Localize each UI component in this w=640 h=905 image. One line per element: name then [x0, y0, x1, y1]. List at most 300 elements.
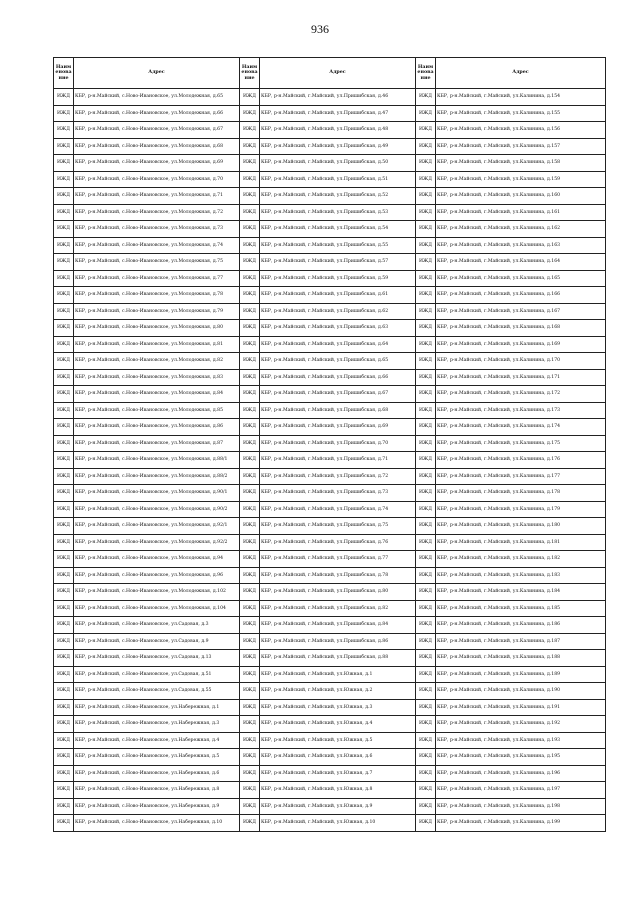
cell-type-2: ИЖД — [240, 270, 260, 287]
cell-address-1: КБР, р-н.Майский, с.Ново-Ивановское, ул.Молодежная, д.104 — [74, 600, 240, 617]
cell-type-3: ИЖД — [416, 155, 436, 172]
cell-address-2: КБР, р-н.Майский, г.Майский, ул.Южная, д.5 — [260, 732, 416, 749]
cell-address-3: КБР, р-н.Майский, г.Майский, ул.Калинина, д.166 — [436, 287, 606, 304]
cell-address-1: КБР, р-н.Майский, с.Ново-Ивановское, ул.Молодежная, д.84 — [74, 386, 240, 403]
cell-type-2: ИЖД — [240, 699, 260, 716]
cell-type-2: ИЖД — [240, 732, 260, 749]
cell-type-2: ИЖД — [240, 287, 260, 304]
table-row — [54, 452, 606, 469]
cell-type-1: ИЖД — [54, 287, 74, 304]
cell-address-3: КБР, р-н.Майский, г.Майский, ул.Калинина, д.159 — [436, 171, 606, 188]
cell-address-1: КБР, р-н.Майский, с.Ново-Ивановское, ул.Набережная, д.9 — [74, 798, 240, 815]
cell-type-1: ИЖД — [54, 584, 74, 601]
cell-type-3: ИЖД — [416, 435, 436, 452]
cell-type-3: ИЖД — [416, 534, 436, 551]
cell-address-2: КБР, р-н.Майский, г.Майский, ул.Пришибская, д.77 — [260, 551, 416, 568]
table-row — [54, 468, 606, 485]
cell-address-3: КБР, р-н.Майский, г.Майский, ул.Калинина, д.181 — [436, 534, 606, 551]
cell-address-1: КБР, р-н.Майский, с.Ново-Ивановское, ул.Молодежная, д.65 — [74, 89, 240, 106]
header-address-3: Адрес — [436, 58, 606, 89]
cell-type-1: ИЖД — [54, 204, 74, 221]
table-row — [54, 798, 606, 815]
cell-address-2: КБР, р-н.Майский, г.Майский, ул.Пришибская, д.67 — [260, 386, 416, 403]
cell-type-2: ИЖД — [240, 237, 260, 254]
table-row — [54, 138, 606, 155]
cell-type-3: ИЖД — [416, 666, 436, 683]
cell-type-1: ИЖД — [54, 336, 74, 353]
cell-type-3: ИЖД — [416, 699, 436, 716]
cell-address-2: КБР, р-н.Майский, г.Майский, ул.Пришибская, д.63 — [260, 320, 416, 337]
table-row — [54, 782, 606, 799]
cell-address-1: КБР, р-н.Майский, с.Ново-Ивановское, ул.Молодежная, д.87 — [74, 435, 240, 452]
cell-address-1: КБР, р-н.Майский, с.Ново-Ивановское, ул.Молодежная, д.67 — [74, 122, 240, 139]
table-row — [54, 155, 606, 172]
cell-address-1: КБР, р-н.Майский, с.Ново-Ивановское, ул.Садовая, д.55 — [74, 683, 240, 700]
cell-address-3: КБР, р-н.Майский, г.Майский, ул.Калинина, д.189 — [436, 666, 606, 683]
cell-type-2: ИЖД — [240, 666, 260, 683]
cell-address-1: КБР, р-н.Майский, с.Ново-Ивановское, ул.Молодежная, д.77 — [74, 270, 240, 287]
cell-address-1: КБР, р-н.Майский, с.Ново-Ивановское, ул.Молодежная, д.72 — [74, 204, 240, 221]
table-row — [54, 551, 606, 568]
header-type-3: Наим енова ние — [416, 58, 436, 89]
cell-type-1: ИЖД — [54, 782, 74, 799]
table-row — [54, 699, 606, 716]
cell-type-3: ИЖД — [416, 633, 436, 650]
cell-type-3: ИЖД — [416, 815, 436, 832]
cell-type-1: ИЖД — [54, 699, 74, 716]
cell-address-2: КБР, р-н.Майский, г.Майский, ул.Южная, д.9 — [260, 798, 416, 815]
cell-type-3: ИЖД — [416, 716, 436, 733]
table-row — [54, 683, 606, 700]
cell-address-3: КБР, р-н.Майский, г.Майский, ул.Калинина, д.161 — [436, 204, 606, 221]
cell-type-3: ИЖД — [416, 782, 436, 799]
cell-type-1: ИЖД — [54, 666, 74, 683]
cell-address-1: КБР, р-н.Майский, с.Ново-Ивановское, ул.Набережная, д.8 — [74, 782, 240, 799]
cell-type-2: ИЖД — [240, 155, 260, 172]
cell-type-1: ИЖД — [54, 155, 74, 172]
cell-address-1: КБР, р-н.Майский, с.Ново-Ивановское, ул.Молодежная, д.86 — [74, 419, 240, 436]
cell-address-3: КБР, р-н.Майский, г.Майский, ул.Калинина, д.186 — [436, 617, 606, 634]
cell-type-3: ИЖД — [416, 303, 436, 320]
cell-type-1: ИЖД — [54, 419, 74, 436]
cell-type-3: ИЖД — [416, 204, 436, 221]
cell-type-2: ИЖД — [240, 402, 260, 419]
cell-type-1: ИЖД — [54, 353, 74, 370]
header-address-2: Адрес — [260, 58, 416, 89]
cell-type-2: ИЖД — [240, 386, 260, 403]
table-row — [54, 716, 606, 733]
cell-address-1: КБР, р-н.Майский, с.Ново-Ивановское, ул.Молодежная, д.92/1 — [74, 518, 240, 535]
cell-address-2: КБР, р-н.Майский, г.Майский, ул.Пришибская, д.82 — [260, 600, 416, 617]
cell-address-3: КБР, р-н.Майский, г.Майский, ул.Калинина, д.167 — [436, 303, 606, 320]
cell-address-2: КБР, р-н.Майский, г.Майский, ул.Пришибская, д.55 — [260, 237, 416, 254]
cell-address-3: КБР, р-н.Майский, г.Майский, ул.Калинина, д.164 — [436, 254, 606, 271]
cell-address-3: КБР, р-н.Майский, г.Майский, ул.Калинина, д.154 — [436, 89, 606, 106]
cell-address-3: КБР, р-н.Майский, г.Майский, ул.Калинина, д.195 — [436, 749, 606, 766]
table-row — [54, 386, 606, 403]
cell-address-3: КБР, р-н.Майский, г.Майский, ул.Калинина, д.190 — [436, 683, 606, 700]
cell-address-2: КБР, р-н.Майский, г.Майский, ул.Пришибская, д.47 — [260, 105, 416, 122]
cell-type-1: ИЖД — [54, 633, 74, 650]
table-header-row — [54, 58, 606, 89]
cell-type-2: ИЖД — [240, 600, 260, 617]
cell-address-2: КБР, р-н.Майский, г.Майский, ул.Пришибская, д.78 — [260, 567, 416, 584]
cell-type-3: ИЖД — [416, 105, 436, 122]
cell-type-3: ИЖД — [416, 336, 436, 353]
cell-address-3: КБР, р-н.Майский, г.Майский, ул.Калинина, д.165 — [436, 270, 606, 287]
cell-type-2: ИЖД — [240, 501, 260, 518]
cell-type-2: ИЖД — [240, 584, 260, 601]
cell-type-3: ИЖД — [416, 171, 436, 188]
cell-type-3: ИЖД — [416, 452, 436, 469]
cell-address-2: КБР, р-н.Майский, г.Майский, ул.Пришибская, д.61 — [260, 287, 416, 304]
cell-type-1: ИЖД — [54, 518, 74, 535]
cell-address-2: КБР, р-н.Майский, г.Майский, ул.Пришибская, д.51 — [260, 171, 416, 188]
cell-type-1: ИЖД — [54, 320, 74, 337]
table-row — [54, 584, 606, 601]
table-row — [54, 303, 606, 320]
cell-type-2: ИЖД — [240, 435, 260, 452]
cell-address-2: КБР, р-н.Майский, г.Майский, ул.Пришибская, д.57 — [260, 254, 416, 271]
table-row — [54, 419, 606, 436]
cell-type-1: ИЖД — [54, 452, 74, 469]
cell-type-1: ИЖД — [54, 683, 74, 700]
cell-type-3: ИЖД — [416, 567, 436, 584]
cell-type-1: ИЖД — [54, 171, 74, 188]
cell-address-1: КБР, р-н.Майский, с.Ново-Ивановское, ул.Молодежная, д.88/2 — [74, 468, 240, 485]
cell-address-3: КБР, р-н.Майский, г.Майский, ул.Калинина, д.185 — [436, 600, 606, 617]
cell-address-1: КБР, р-н.Майский, с.Ново-Ивановское, ул.Садовая, д.9 — [74, 633, 240, 650]
table-row — [54, 501, 606, 518]
cell-address-1: КБР, р-н.Майский, с.Ново-Ивановское, ул.Молодежная, д.74 — [74, 237, 240, 254]
cell-address-2: КБР, р-н.Майский, г.Майский, ул.Пришибская, д.49 — [260, 138, 416, 155]
table-row — [54, 254, 606, 271]
cell-address-1: КБР, р-н.Майский, с.Ново-Ивановское, ул.Молодежная, д.85 — [74, 402, 240, 419]
table-row — [54, 600, 606, 617]
cell-address-1: КБР, р-н.Майский, с.Ново-Ивановское, ул.Молодежная, д.102 — [74, 584, 240, 601]
cell-address-3: КБР, р-н.Майский, г.Майский, ул.Калинина, д.191 — [436, 699, 606, 716]
cell-address-2: КБР, р-н.Майский, г.Майский, ул.Пришибская, д.74 — [260, 501, 416, 518]
cell-type-2: ИЖД — [240, 221, 260, 238]
cell-address-1: КБР, р-н.Майский, с.Ново-Ивановское, ул.Набережная, д.5 — [74, 749, 240, 766]
cell-type-3: ИЖД — [416, 353, 436, 370]
cell-address-3: КБР, р-н.Майский, г.Майский, ул.Калинина, д.199 — [436, 815, 606, 832]
cell-address-3: КБР, р-н.Майский, г.Майский, ул.Калинина, д.183 — [436, 567, 606, 584]
cell-type-2: ИЖД — [240, 617, 260, 634]
cell-address-2: КБР, р-н.Майский, г.Майский, ул.Пришибская, д.59 — [260, 270, 416, 287]
table-row — [54, 435, 606, 452]
cell-type-1: ИЖД — [54, 303, 74, 320]
cell-type-3: ИЖД — [416, 485, 436, 502]
cell-type-3: ИЖД — [416, 683, 436, 700]
cell-address-2: КБР, р-н.Майский, г.Майский, ул.Пришибская, д.46 — [260, 89, 416, 106]
cell-address-3: КБР, р-н.Майский, г.Майский, ул.Калинина, д.175 — [436, 435, 606, 452]
cell-address-3: КБР, р-н.Майский, г.Майский, ул.Калинина, д.169 — [436, 336, 606, 353]
table-row — [54, 237, 606, 254]
cell-type-1: ИЖД — [54, 534, 74, 551]
cell-type-2: ИЖД — [240, 765, 260, 782]
table-row — [54, 221, 606, 238]
cell-type-1: ИЖД — [54, 105, 74, 122]
cell-address-2: КБР, р-н.Майский, г.Майский, ул.Пришибская, д.65 — [260, 353, 416, 370]
cell-address-2: КБР, р-н.Майский, г.Майский, ул.Пришибская, д.50 — [260, 155, 416, 172]
table-row — [54, 270, 606, 287]
cell-address-3: КБР, р-н.Майский, г.Майский, ул.Калинина, д.174 — [436, 419, 606, 436]
table-row — [54, 633, 606, 650]
cell-type-2: ИЖД — [240, 320, 260, 337]
cell-address-2: КБР, р-н.Майский, г.Майский, ул.Пришибская, д.69 — [260, 419, 416, 436]
table-row — [54, 650, 606, 667]
cell-address-2: КБР, р-н.Майский, г.Майский, ул.Пришибская, д.70 — [260, 435, 416, 452]
cell-type-2: ИЖД — [240, 303, 260, 320]
cell-type-2: ИЖД — [240, 171, 260, 188]
cell-type-1: ИЖД — [54, 617, 74, 634]
cell-type-3: ИЖД — [416, 254, 436, 271]
cell-address-1: КБР, р-н.Майский, с.Ново-Ивановское, ул.Набережная, д.10 — [74, 815, 240, 832]
cell-type-1: ИЖД — [54, 468, 74, 485]
cell-address-1: КБР, р-н.Майский, с.Ново-Ивановское, ул.Молодежная, д.69 — [74, 155, 240, 172]
cell-address-3: КБР, р-н.Майский, г.Майский, ул.Калинина, д.177 — [436, 468, 606, 485]
cell-address-3: КБР, р-н.Майский, г.Майский, ул.Калинина, д.173 — [436, 402, 606, 419]
address-registry-table — [53, 57, 606, 832]
cell-type-3: ИЖД — [416, 584, 436, 601]
cell-type-2: ИЖД — [240, 650, 260, 667]
cell-type-1: ИЖД — [54, 138, 74, 155]
table-row — [54, 320, 606, 337]
cell-type-1: ИЖД — [54, 567, 74, 584]
cell-type-3: ИЖД — [416, 551, 436, 568]
cell-type-1: ИЖД — [54, 650, 74, 667]
cell-type-2: ИЖД — [240, 716, 260, 733]
cell-address-2: КБР, р-н.Майский, г.Майский, ул.Пришибская, д.66 — [260, 369, 416, 386]
table-row — [54, 749, 606, 766]
cell-type-3: ИЖД — [416, 237, 436, 254]
cell-address-3: КБР, р-н.Майский, г.Майский, ул.Калинина, д.171 — [436, 369, 606, 386]
cell-type-3: ИЖД — [416, 518, 436, 535]
cell-address-1: КБР, р-н.Майский, с.Ново-Ивановское, ул.Набережная, д.6 — [74, 765, 240, 782]
table-row — [54, 89, 606, 106]
cell-type-3: ИЖД — [416, 798, 436, 815]
cell-address-2: КБР, р-н.Майский, г.Майский, ул.Южная, д.10 — [260, 815, 416, 832]
cell-type-1: ИЖД — [54, 716, 74, 733]
cell-address-2: КБР, р-н.Майский, г.Майский, ул.Пришибская, д.84 — [260, 617, 416, 634]
cell-type-1: ИЖД — [54, 600, 74, 617]
cell-type-2: ИЖД — [240, 815, 260, 832]
cell-type-2: ИЖД — [240, 633, 260, 650]
cell-address-3: КБР, р-н.Майский, г.Майский, ул.Калинина, д.198 — [436, 798, 606, 815]
cell-address-3: КБР, р-н.Майский, г.Майский, ул.Калинина, д.193 — [436, 732, 606, 749]
cell-type-2: ИЖД — [240, 419, 260, 436]
table-row — [54, 518, 606, 535]
cell-address-3: КБР, р-н.Майский, г.Майский, ул.Калинина, д.178 — [436, 485, 606, 502]
cell-address-2: КБР, р-н.Майский, г.Майский, ул.Пришибская, д.72 — [260, 468, 416, 485]
page-number: 936 — [311, 22, 329, 36]
cell-address-2: КБР, р-н.Майский, г.Майский, ул.Пришибская, д.73 — [260, 485, 416, 502]
cell-type-2: ИЖД — [240, 749, 260, 766]
cell-address-1: КБР, р-н.Майский, с.Ново-Ивановское, ул.Молодежная, д.94 — [74, 551, 240, 568]
cell-address-1: КБР, р-н.Майский, с.Ново-Ивановское, ул.Молодежная, д.88/1 — [74, 452, 240, 469]
cell-address-1: КБР, р-н.Майский, с.Ново-Ивановское, ул.Садовая, д.51 — [74, 666, 240, 683]
table-row — [54, 204, 606, 221]
cell-type-2: ИЖД — [240, 336, 260, 353]
cell-address-3: КБР, р-н.Майский, г.Майский, ул.Калинина, д.182 — [436, 551, 606, 568]
cell-type-3: ИЖД — [416, 600, 436, 617]
cell-type-2: ИЖД — [240, 369, 260, 386]
table-row — [54, 617, 606, 634]
cell-type-3: ИЖД — [416, 270, 436, 287]
cell-type-3: ИЖД — [416, 650, 436, 667]
cell-address-1: КБР, р-н.Майский, с.Ново-Ивановское, ул.Набережная, д.3 — [74, 716, 240, 733]
cell-address-2: КБР, р-н.Майский, г.Майский, ул.Пришибская, д.53 — [260, 204, 416, 221]
table-row — [54, 666, 606, 683]
cell-type-1: ИЖД — [54, 435, 74, 452]
cell-address-1: КБР, р-н.Майский, с.Ново-Ивановское, ул.Молодежная, д.83 — [74, 369, 240, 386]
cell-address-1: КБР, р-н.Майский, с.Ново-Ивановское, ул.Молодежная, д.73 — [74, 221, 240, 238]
cell-address-2: КБР, р-н.Майский, г.Майский, ул.Пришибская, д.75 — [260, 518, 416, 535]
cell-address-1: КБР, р-н.Майский, с.Ново-Ивановское, ул.Молодежная, д.79 — [74, 303, 240, 320]
cell-type-2: ИЖД — [240, 89, 260, 106]
cell-address-3: КБР, р-н.Майский, г.Майский, ул.Калинина, д.155 — [436, 105, 606, 122]
table-row — [54, 105, 606, 122]
cell-type-1: ИЖД — [54, 237, 74, 254]
cell-address-2: КБР, р-н.Майский, г.Майский, ул.Пришибская, д.80 — [260, 584, 416, 601]
cell-address-1: КБР, р-н.Майский, с.Ново-Ивановское, ул.Молодежная, д.78 — [74, 287, 240, 304]
cell-type-1: ИЖД — [54, 254, 74, 271]
cell-address-2: КБР, р-н.Майский, г.Майский, ул.Пришибская, д.48 — [260, 122, 416, 139]
table-row — [54, 122, 606, 139]
cell-address-3: КБР, р-н.Майский, г.Майский, ул.Калинина, д.188 — [436, 650, 606, 667]
cell-type-3: ИЖД — [416, 402, 436, 419]
cell-type-1: ИЖД — [54, 765, 74, 782]
cell-type-2: ИЖД — [240, 534, 260, 551]
cell-type-3: ИЖД — [416, 138, 436, 155]
table-row — [54, 732, 606, 749]
cell-address-3: КБР, р-н.Майский, г.Майский, ул.Калинина, д.162 — [436, 221, 606, 238]
cell-type-3: ИЖД — [416, 221, 436, 238]
cell-type-2: ИЖД — [240, 567, 260, 584]
cell-type-2: ИЖД — [240, 468, 260, 485]
cell-type-1: ИЖД — [54, 122, 74, 139]
cell-type-3: ИЖД — [416, 617, 436, 634]
cell-address-1: КБР, р-н.Майский, с.Ново-Ивановское, ул.Молодежная, д.92/2 — [74, 534, 240, 551]
cell-type-3: ИЖД — [416, 369, 436, 386]
cell-type-1: ИЖД — [54, 386, 74, 403]
cell-type-2: ИЖД — [240, 122, 260, 139]
cell-address-1: КБР, р-н.Майский, с.Ново-Ивановское, ул.Молодежная, д.75 — [74, 254, 240, 271]
cell-address-3: КБР, р-н.Майский, г.Майский, ул.Калинина, д.192 — [436, 716, 606, 733]
cell-address-1: КБР, р-н.Майский, с.Ново-Ивановское, ул.Молодежная, д.71 — [74, 188, 240, 205]
cell-address-1: КБР, р-н.Майский, с.Ново-Ивановское, ул.Молодежная, д.70 — [74, 171, 240, 188]
cell-address-2: КБР, р-н.Майский, г.Майский, ул.Пришибская, д.62 — [260, 303, 416, 320]
cell-address-2: КБР, р-н.Майский, г.Майский, ул.Пришибская, д.68 — [260, 402, 416, 419]
cell-type-1: ИЖД — [54, 815, 74, 832]
table-row — [54, 171, 606, 188]
cell-address-3: КБР, р-н.Майский, г.Майский, ул.Калинина, д.180 — [436, 518, 606, 535]
cell-type-1: ИЖД — [54, 188, 74, 205]
header-address-1: Адрес — [74, 58, 240, 89]
cell-type-3: ИЖД — [416, 419, 436, 436]
cell-type-1: ИЖД — [54, 270, 74, 287]
cell-address-3: КБР, р-н.Майский, г.Майский, ул.Калинина, д.179 — [436, 501, 606, 518]
cell-address-1: КБР, р-н.Майский, с.Ново-Ивановское, ул.Набережная, д.1 — [74, 699, 240, 716]
cell-address-1: КБР, р-н.Майский, с.Ново-Ивановское, ул.Молодежная, д.80 — [74, 320, 240, 337]
table-row — [54, 765, 606, 782]
cell-address-3: КБР, р-н.Майский, г.Майский, ул.Калинина, д.176 — [436, 452, 606, 469]
cell-type-2: ИЖД — [240, 353, 260, 370]
cell-type-3: ИЖД — [416, 732, 436, 749]
cell-type-1: ИЖД — [54, 369, 74, 386]
cell-address-3: КБР, р-н.Майский, г.Майский, ул.Калинина, д.184 — [436, 584, 606, 601]
cell-address-3: КБР, р-н.Майский, г.Майский, ул.Калинина, д.197 — [436, 782, 606, 799]
cell-type-3: ИЖД — [416, 89, 436, 106]
cell-type-2: ИЖД — [240, 188, 260, 205]
cell-address-2: КБР, р-н.Майский, г.Майский, ул.Южная, д.7 — [260, 765, 416, 782]
cell-type-2: ИЖД — [240, 204, 260, 221]
cell-address-2: КБР, р-н.Майский, г.Майский, ул.Пришибская, д.71 — [260, 452, 416, 469]
cell-type-3: ИЖД — [416, 287, 436, 304]
cell-address-2: КБР, р-н.Майский, г.Майский, ул.Южная, д.3 — [260, 699, 416, 716]
table-row — [54, 353, 606, 370]
header-type-2: Наим енова ние — [240, 58, 260, 89]
table-row — [54, 815, 606, 832]
cell-type-1: ИЖД — [54, 89, 74, 106]
cell-address-3: КБР, р-н.Майский, г.Майский, ул.Калинина, д.158 — [436, 155, 606, 172]
cell-type-2: ИЖД — [240, 138, 260, 155]
cell-address-3: КБР, р-н.Майский, г.Майский, ул.Калинина, д.160 — [436, 188, 606, 205]
cell-address-1: КБР, р-н.Майский, с.Ново-Ивановское, ул.Молодежная, д.90/1 — [74, 485, 240, 502]
cell-address-2: КБР, р-н.Майский, г.Майский, ул.Пришибская, д.88 — [260, 650, 416, 667]
cell-address-2: КБР, р-н.Майский, г.Майский, ул.Пришибская, д.64 — [260, 336, 416, 353]
cell-type-3: ИЖД — [416, 749, 436, 766]
table-row — [54, 402, 606, 419]
cell-address-2: КБР, р-н.Майский, г.Майский, ул.Пришибская, д.54 — [260, 221, 416, 238]
cell-type-2: ИЖД — [240, 782, 260, 799]
cell-address-2: КБР, р-н.Майский, г.Майский, ул.Южная, д.4 — [260, 716, 416, 733]
cell-address-1: КБР, р-н.Майский, с.Ново-Ивановское, ул.Молодежная, д.82 — [74, 353, 240, 370]
table-row — [54, 369, 606, 386]
cell-address-2: КБР, р-н.Майский, г.Майский, ул.Южная, д.8 — [260, 782, 416, 799]
cell-address-1: КБР, р-н.Майский, с.Ново-Ивановское, ул.Садовая, д.3 — [74, 617, 240, 634]
cell-type-3: ИЖД — [416, 468, 436, 485]
cell-type-1: ИЖД — [54, 501, 74, 518]
cell-type-1: ИЖД — [54, 732, 74, 749]
cell-address-1: КБР, р-н.Майский, с.Ново-Ивановское, ул.Молодежная, д.66 — [74, 105, 240, 122]
cell-type-3: ИЖД — [416, 188, 436, 205]
cell-type-3: ИЖД — [416, 320, 436, 337]
cell-address-2: КБР, р-н.Майский, г.Майский, ул.Южная, д.6 — [260, 749, 416, 766]
cell-type-3: ИЖД — [416, 501, 436, 518]
cell-type-1: ИЖД — [54, 551, 74, 568]
table-body — [54, 89, 606, 832]
table-row — [54, 567, 606, 584]
cell-address-1: КБР, р-н.Майский, с.Ново-Ивановское, ул.Молодежная, д.96 — [74, 567, 240, 584]
cell-address-3: КБР, р-н.Майский, г.Майский, ул.Калинина, д.163 — [436, 237, 606, 254]
cell-type-2: ИЖД — [240, 105, 260, 122]
table-row — [54, 534, 606, 551]
cell-address-3: КБР, р-н.Майский, г.Майский, ул.Калинина, д.172 — [436, 386, 606, 403]
cell-type-1: ИЖД — [54, 221, 74, 238]
cell-address-3: КБР, р-н.Майский, г.Майский, ул.Калинина, д.156 — [436, 122, 606, 139]
cell-type-3: ИЖД — [416, 386, 436, 403]
cell-type-2: ИЖД — [240, 798, 260, 815]
cell-address-2: КБР, р-н.Майский, г.Майский, ул.Пришибская, д.86 — [260, 633, 416, 650]
cell-address-1: КБР, р-н.Майский, с.Ново-Ивановское, ул.Молодежная, д.81 — [74, 336, 240, 353]
cell-type-1: ИЖД — [54, 402, 74, 419]
cell-address-2: КБР, р-н.Майский, г.Майский, ул.Пришибская, д.76 — [260, 534, 416, 551]
cell-type-1: ИЖД — [54, 485, 74, 502]
table-row — [54, 287, 606, 304]
header-type-1: Наим енова ние — [54, 58, 74, 89]
